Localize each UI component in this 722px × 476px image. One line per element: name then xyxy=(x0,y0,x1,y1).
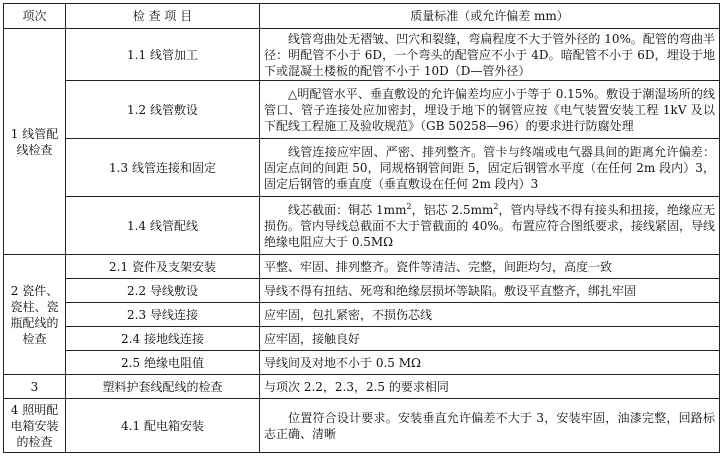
table-row xyxy=(4,279,720,303)
item-cell: 1.2 线管敷设 xyxy=(66,81,260,139)
standard-cell xyxy=(260,197,720,255)
group-cell-porcelain-wiring: 2 瓷件、瓷柱、瓷瓶配线的检查 xyxy=(4,255,66,375)
table-row xyxy=(4,255,720,279)
table-row xyxy=(4,351,720,375)
standard-cell: 平整、牢固、排列整齐。瓷件等清洁、完整，间距均匀，高度一致 xyxy=(260,255,720,279)
item-cell: 1.4 线管配线 xyxy=(66,197,260,255)
table-row xyxy=(4,197,720,255)
standard-cell xyxy=(260,399,720,453)
item-cell: 1.1 线管加工 xyxy=(66,29,260,81)
standard-text: 线管弯曲处无褶皱、凹穴和裂缝，弯扁程度不大于管外径的 10%。配管的弯曲半径：明配管不小于 6D，一个弯头的配管应不小于 4D。暗配管不小于 6D，埋设于地下或混凝土楼板的配管不小于 10D（D—管外径） xyxy=(264,31,715,78)
standard-text xyxy=(264,202,715,250)
standard-cell: 与项次 2.2，2.3，2.5 的要求相同 xyxy=(260,375,720,399)
standard-cell: 导线不得有扭结、死弯和绝缘层损坏等缺陷。敷设平直整齐，绑扎牢固 xyxy=(260,279,720,303)
group-cell-item-3: 3 xyxy=(4,375,66,399)
standard-text-part: 线芯截面：铜芯 1mm xyxy=(288,202,407,217)
header-check-item: 检 查 项 目 xyxy=(66,4,260,29)
superscript-squared: 2 xyxy=(493,201,499,211)
table-row xyxy=(4,81,720,139)
item-cell: 1.3 线管连接和固定 xyxy=(66,139,260,197)
item-cell: 2.5 绝缘电阻值 xyxy=(66,351,260,375)
item-cell: 2.1 瓷件及支架安装 xyxy=(66,255,260,279)
standard-cell: 应牢固，接触良好 xyxy=(260,327,720,351)
group-cell-distribution-box: 4 照明配电箱安装的检查 xyxy=(4,399,66,453)
table-row xyxy=(4,327,720,351)
group-cell-conduit-wiring: 1 线管配线检查 xyxy=(4,29,66,255)
header-item-number: 项次 xyxy=(4,4,66,29)
header-row xyxy=(4,4,720,29)
item-cell: 塑料护套线配线的检查 xyxy=(66,375,260,399)
table-row xyxy=(4,399,720,453)
quality-standard-table xyxy=(3,3,720,453)
superscript-squared: 2 xyxy=(406,201,412,211)
item-cell: 2.4 接地线连接 xyxy=(66,327,260,351)
quality-standard-page xyxy=(0,3,722,476)
standard-text-part: ，管内导线不得有接头和扭接，绝缘应无损伤。管内导线总截面不大于管截面的 40%。布置应符合图纸要求，接线紧固，导线绝缘电阻应大于 0.5MΩ xyxy=(264,202,715,249)
standard-cell xyxy=(260,139,720,197)
item-cell: 4.1 配电箱安装 xyxy=(66,399,260,453)
standard-text: 位置符合设计要求。安装垂直允许偏差不大于 3，安装牢固，油漆完整，回路标志正确、清晰 xyxy=(264,410,715,441)
item-cell: 2.3 导线连接 xyxy=(66,303,260,327)
standard-cell: 应牢固，包扎紧密，不损伤芯线 xyxy=(260,303,720,327)
standard-text: △明配管水平、垂直敷设的允许偏差均应小于等于 0.15%。敷设于潮湿场所的线管口、管子连接处应加密封，埋设于地下的钢管应按《电气装置安装工程 1kV 及以下配线工程施工及验收规范》（GB 50258—96）的要求进行防腐处理 xyxy=(264,86,715,133)
table-row xyxy=(4,375,720,399)
standard-cell xyxy=(260,81,720,139)
item-cell: 2.2 导线敷设 xyxy=(66,279,260,303)
standard-text-part: ，铝芯 2.5mm xyxy=(411,202,494,217)
standard-cell xyxy=(260,29,720,81)
table-row xyxy=(4,303,720,327)
standard-text: 线管连接应牢固、严密、排列整齐。管卡与终端或电气器具间的距离允许偏差：固定点间的间距 50，同规格钢管间距 5，固定后钢管水平度（在任何 2m 段内）3，固定后钢管的垂直度（垂直敷设在任何 2m 段内）3 xyxy=(264,144,715,191)
header-quality-standard: 质量标准（或允许偏差 mm） xyxy=(260,4,720,29)
table-row xyxy=(4,139,720,197)
standard-cell: 导线间及对地不小于 0.5 MΩ xyxy=(260,351,720,375)
table-row xyxy=(4,29,720,81)
